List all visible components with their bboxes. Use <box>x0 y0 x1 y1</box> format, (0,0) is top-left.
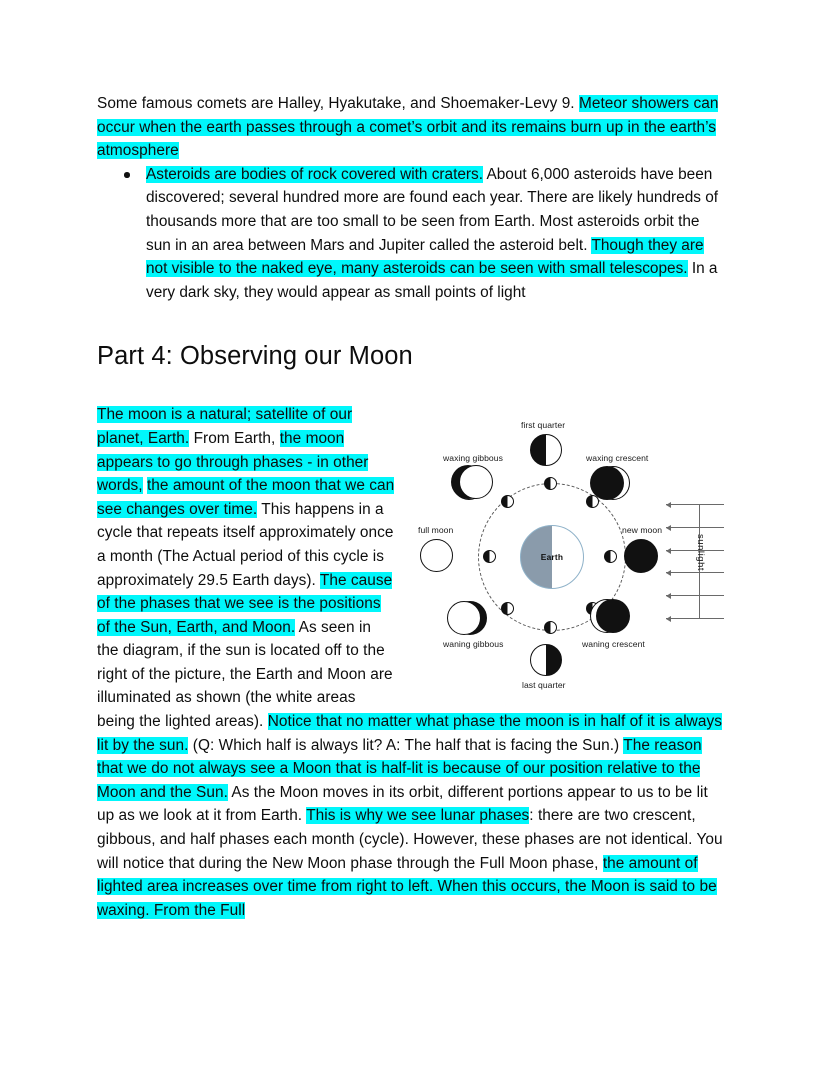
last-quarter-label: last quarter <box>522 680 566 691</box>
waning-crescent-moon <box>590 599 624 633</box>
earth-label: Earth <box>540 551 564 562</box>
sunlight-ray-1 <box>666 504 724 505</box>
waning-gibbous-label: waning gibbous <box>443 639 504 650</box>
first-quarter-moon <box>530 434 562 466</box>
moon-highlight-7: This is why we see lunar phases <box>306 807 530 825</box>
bullet-plain-1: About 6,000 asteroids have been discovered; several hundred more are found each year. There are likely hundreds of thousands more that are too small to be seen from Earth. Most asteroids orbit the sun in an area between Mars and Jupiter called the asteroid belt. <box>146 165 719 254</box>
moon-highlight-1: The moon is a natural; satellite of our planet, Earth. <box>97 406 353 447</box>
list-item <box>97 163 727 305</box>
moon-plain-7: : there are two crescent, gibbous, and half phases each month (cycle). However, these phases are not identical. You will notice that during the New Moon phase through the Full Moon phase, <box>97 807 723 872</box>
moon-plain-4: As seen in the diagram, if the sun is located off to the right of the picture, the Earth and Moon are illuminated as shown (the white areas being the lighted areas). <box>97 618 393 731</box>
new-moon-label: new moon <box>622 525 663 536</box>
bullet-dot-icon <box>124 172 130 178</box>
last-quarter-moon <box>530 644 562 676</box>
sunlight-ray-5 <box>666 595 724 596</box>
new-moon-moon <box>624 539 658 573</box>
earth-globe <box>520 525 584 589</box>
waning-crescent-label: waning crescent <box>582 639 645 650</box>
sunlight-ray-6 <box>666 618 724 619</box>
moon-plain-3: This happens in a cycle that repeats itself approximately once a month (The Actual period of this cycle is approximately 29.5 Earth days). <box>97 500 394 589</box>
moon-highlight-3: the amount of the moon that we can see changes over time. <box>97 477 395 518</box>
page-title: Part 4: Observing our Moon <box>97 342 413 371</box>
moon-highlight-8: the amount of lighted area increases over time from right to left. When this occurs, the Moon is said to be waxing. From the Full <box>97 854 717 919</box>
sunlight-ray-4 <box>666 572 724 573</box>
full-moon-moon <box>420 539 453 572</box>
orbit-moon-bottom <box>544 621 557 634</box>
moon-highlight-5: Notice that no matter what phase the moon is in half of it is always lit by the sun. <box>97 713 722 754</box>
moon-phases-diagram <box>410 412 727 702</box>
waning-gibbous-moon <box>453 601 487 635</box>
asteroid-bullet-list <box>97 163 727 305</box>
bullet-plain-2: In a very dark sky, they would appear as small points of light <box>146 260 718 301</box>
bullet-highlight-2: Though they are not visible to the naked eye, many asteroids can be seen with small telescopes. <box>146 236 704 278</box>
waxing-gibbous-label: waxing gibbous <box>443 453 503 464</box>
intro-highlight: Meteor showers can occur when the earth passes through a comet’s orbit and its remains burn up in the earth’s atmosphere <box>97 95 719 160</box>
moon-highlight-6: The reason that we do not always see a Moon that is half-lit is because of our position relative to the Moon and the Sun. <box>97 736 702 801</box>
moon-plain-6: As the Moon moves in its orbit, different portions appear to us to be lit up as we look at it from Earth. <box>97 783 708 825</box>
intro-text-plain: Some famous comets are Halley, Hyakutake, and Shoemaker-Levy 9. <box>97 95 579 112</box>
waxing-gibbous-moon <box>452 466 486 500</box>
waxing-crescent-moon <box>592 466 626 500</box>
moon-highlight-4: The cause of the phases that we see is the positions of the Sun, Earth, and Moon. <box>97 571 393 636</box>
document-body <box>97 92 727 922</box>
moon-plain-1: From Earth, <box>189 429 280 447</box>
intro-paragraph <box>97 92 727 163</box>
sunlight-label: sunlight <box>696 534 707 572</box>
moon-plain-5: (Q: Which half is always lit? A: The half that is facing the Sun.) <box>188 736 624 754</box>
moon-highlight-2: the moon appears to go through phases - in other words, <box>97 429 369 495</box>
moon-phases-figure <box>410 412 727 702</box>
moon-paragraph <box>97 403 727 922</box>
waxing-crescent-label: waxing crescent <box>586 453 649 464</box>
bullet-highlight-1: Asteroids are bodies of rock covered with craters. <box>146 165 484 183</box>
first-quarter-label: first quarter <box>521 420 566 431</box>
full-moon-label: full moon <box>418 525 454 536</box>
sunlight-ray-2 <box>666 527 724 528</box>
